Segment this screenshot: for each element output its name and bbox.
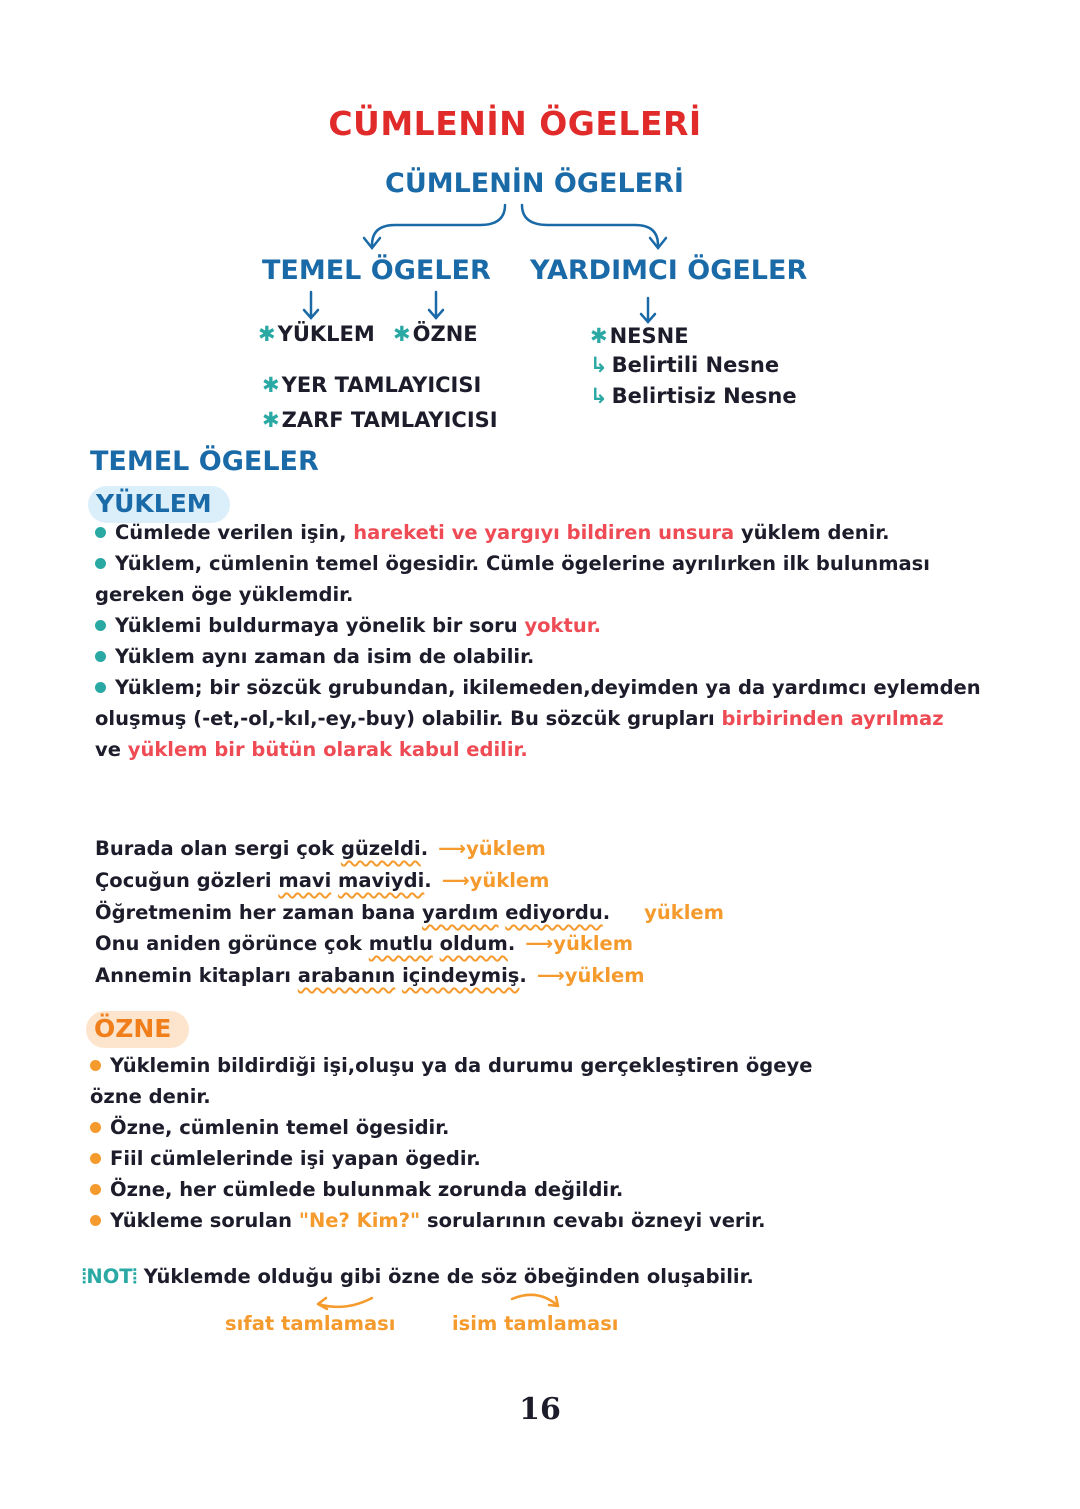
asterisk-icon: ✱ [393, 322, 411, 346]
branch-yardimci: YARDIMCI ÖGELER [530, 255, 808, 286]
example-2: Çocuğun gözleri mavi maviydi. ⟶yüklem [95, 869, 550, 892]
bullet-item: Cümlede verilen işin, hareketi ve yargıyı bildiren unsura yüklem denir. [95, 517, 995, 548]
leaf-ozne: ✱ÖZNE [393, 322, 478, 346]
leaf-nesne: ✱NESNE [590, 324, 689, 348]
bullet-item: Özne, her cümlede bulunmak zorunda değildir. [90, 1174, 990, 1205]
note-label-sifat: sıfat tamlaması [225, 1312, 396, 1335]
bullet-continuation: gereken öge yüklemdir. [95, 583, 354, 606]
example-1: Burada olan sergi çok güzeldi. ⟶yüklem [95, 837, 546, 860]
leaf-yuklem: ✱YÜKLEM [258, 322, 375, 346]
tree-root: CÜMLENİN ÖGELERİ [385, 168, 684, 199]
asterisk-icon: ✱ [262, 408, 280, 432]
arrow-right-icon: ⟶ [525, 932, 554, 955]
bullet-continuation: özne denir. [90, 1085, 211, 1108]
curved-arrow-icon: ↳ [590, 353, 608, 377]
bullet-item: Yüklemin bildirdiği işi,oluşu ya da durumu gerçekleştiren ögeye [90, 1050, 990, 1081]
arrow-right-icon: ⟶ [536, 964, 565, 987]
bullet-continuation: oluşmuş (-et,-ol,-kıl,-ey,-buy) olabilir. Bu sözcük grupları birbirinden ayrılmaz [95, 707, 944, 730]
asterisk-icon: ✱ [590, 324, 608, 348]
yuklem-heading: YÜKLEM [88, 486, 230, 523]
leaf-zarf-tamlayicisi: ✱ZARF TAMLAYICISI [262, 408, 498, 432]
bullet-item: Yükleme sorulan "Ne? Kim?" sorularının cevabı özneyi verir. [90, 1205, 990, 1236]
example-4: Onu aniden görünce çok mutlu oldum. ⟶yüklem [95, 932, 634, 955]
example-3: Öğretmenim her zaman bana yardım ediyordu. yüklem [95, 901, 724, 924]
page-title: CÜMLENİN ÖGELERİ [328, 104, 702, 143]
arrow-right-icon: ⟶ [438, 837, 467, 860]
bullet-item: Yüklem aynı zaman da isim de olabilir. [95, 641, 995, 672]
bullet-continuation: ve yüklem bir bütün olarak kabul edilir. [95, 738, 528, 761]
bullet-item: Yüklem; bir sözcük grubundan, ikilemeden,deyimden ya da yardımcı eylemden [95, 672, 995, 703]
asterisk-icon: ✱ [258, 322, 276, 346]
asterisk-icon: ✱ [262, 373, 280, 397]
leaf-belirtili-nesne: ↳ Belirtili Nesne [590, 353, 780, 377]
arrow-right-icon: ⟶ [441, 869, 470, 892]
note-line: ⦙NOT⦙ Yüklemde olduğu gibi özne de söz öbeğinden oluşabilir. [82, 1265, 754, 1288]
curve-arrow-1 [318, 1298, 372, 1309]
bullet-item: Yüklemi buldurmaya yönelik bir soru yoktur. [95, 610, 995, 641]
curved-arrow-icon: ↳ [590, 384, 608, 408]
bullet-item: Özne, cümlenin temel ögesidir. [90, 1112, 990, 1143]
page-number: 16 [519, 1392, 561, 1427]
leaf-yer-tamlayicisi: ✱YER TAMLAYICISI [262, 373, 482, 397]
example-5: Annemin kitapları arabanın içindeymiş. ⟶yüklem [95, 964, 645, 987]
bullet-item: Fiil cümlelerinde işi yapan ögedir. [90, 1143, 990, 1174]
note-key: ⦙NOT⦙ [82, 1265, 137, 1288]
bullet-item: Yüklem, cümlenin temel ögesidir. Cümle ögelerine ayrılırken ilk bulunması [95, 548, 995, 579]
leaf-belirtisiz-nesne: ↳ Belirtisiz Nesne [590, 384, 797, 408]
ozne-heading: ÖZNE [86, 1011, 189, 1048]
section-title: TEMEL ÖGELER [90, 446, 319, 477]
curve-arrow-2 [512, 1295, 558, 1306]
branch-temel: TEMEL ÖGELER [262, 255, 491, 286]
note-label-isim: isim tamlaması [452, 1312, 619, 1335]
